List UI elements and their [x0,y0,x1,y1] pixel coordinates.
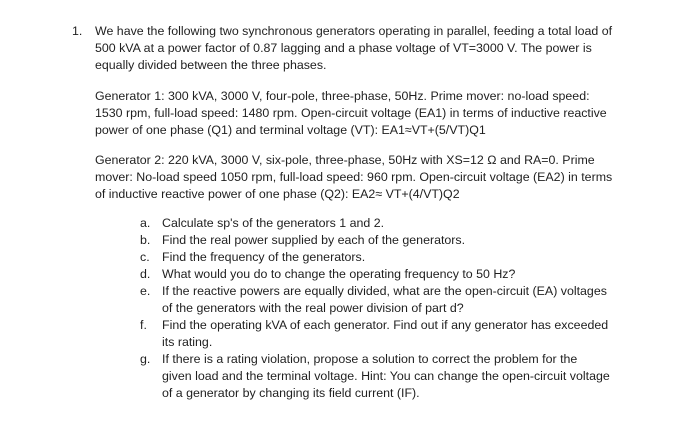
part-g [140,351,610,402]
part-d [140,266,610,283]
part-text: Find the frequency of the generators. [162,250,366,264]
part-c [140,249,610,266]
part-text: If the reactive powers are equally divided, what are the open-circuit (EA) voltages of the generators with the real power division of part d? [162,284,607,315]
part-letter: f. [140,318,147,332]
question-parts-list [140,215,610,402]
part-text: What would you do to change the operating frequency to 50 Hz? [162,267,516,281]
part-letter: d. [140,267,151,281]
question-number: 1. [72,24,83,38]
part-letter: a. [140,216,151,230]
part-letter: b. [140,233,151,247]
question-intro: We have the following two synchronous generators operating in parallel, feeding a total load of 500 kVA at a power factor of 0.87 lagging and a phase voltage of VT=3000 V. The power is equally divided between the three phases. [95,24,613,72]
part-b [140,232,610,249]
part-text: Find the operating kVA of each generator. Find out if any generator has exceeded its rating. [162,318,609,349]
part-letter: e. [140,284,151,298]
part-letter: c. [140,250,150,264]
generator-2-description: Generator 2: 220 kVA, 3000 V, six-pole, three-phase, 50Hz with XS=12 Ω and RA=0. Prime mover: No-load speed 1050 rpm, full-load speed: 960 rpm. Open-circuit voltage (EA2) in terms of inductive reactive power of one phase (Q2): EA2≈ VT+(4/VT)Q2 [95,153,613,201]
part-f [140,317,610,351]
part-a [140,215,610,232]
part-text: If there is a rating violation, propose a solution to correct the problem for the given load and the terminal voltage. Hint: You can change the open-circuit voltage of a generator by changing its field current (IF). [162,352,610,400]
part-text: Calculate sp's of the generators 1 and 2. [162,216,385,230]
generator-1-description: Generator 1: 300 kVA, 3000 V, four-pole, three-phase, 50Hz. Prime mover: no-load speed: 1530 rpm, full-load speed: 1480 rpm. Open-circuit voltage (EA1) in terms of inductive reactive power of one phase (Q1) and terminal voltage (VT): EA1≈VT+(5/VT)Q1 [95,89,607,137]
part-letter: g. [140,352,151,366]
part-e [140,283,610,317]
part-text: Find the real power supplied by each of the generators. [162,233,466,247]
